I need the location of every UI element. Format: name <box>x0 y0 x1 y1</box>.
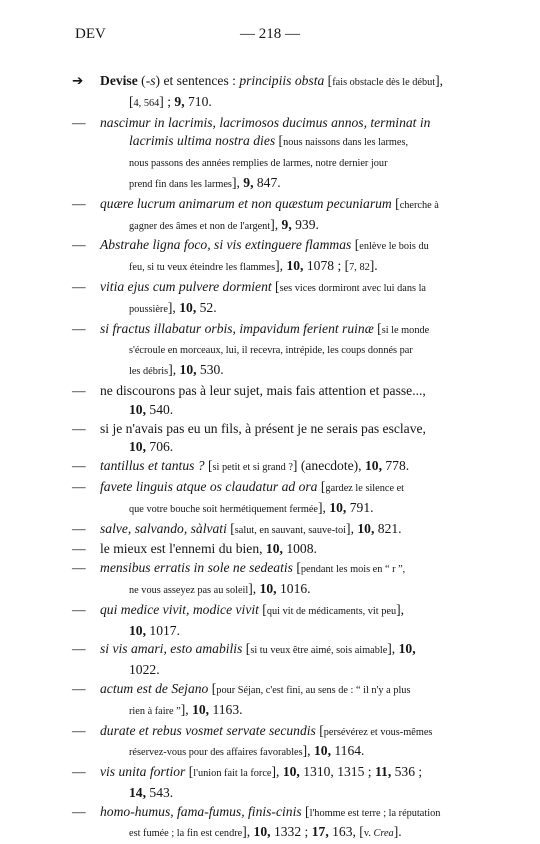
translation-note: v. <box>363 828 374 840</box>
entry-dash: — <box>72 641 86 657</box>
entry-line <box>100 680 486 701</box>
entry-text: 710. <box>184 93 212 109</box>
entry-text: ], <box>270 216 282 232</box>
dictionary-entry <box>72 763 486 803</box>
entry-text: 1163. <box>209 701 243 717</box>
entry-line <box>129 93 486 114</box>
translation-note: qui vit de médicaments, vit peu <box>266 605 397 617</box>
latin-phrase: -s <box>145 73 156 88</box>
entry-text: ], <box>180 701 193 717</box>
volume-reference: 10, <box>313 743 331 759</box>
entry-text: 821. <box>374 520 402 536</box>
entry-text: 1332 ; <box>270 824 312 840</box>
latin-phrase: vitia ejus cum pulvere dormient <box>100 278 272 294</box>
entry-text: [ <box>301 803 310 819</box>
entry-text: 540. <box>146 401 174 417</box>
entry-text: [ <box>129 93 134 109</box>
entry-line <box>129 784 486 803</box>
entry-line <box>129 153 486 174</box>
dictionary-entry <box>72 601 486 641</box>
dictionary-entry <box>72 478 486 520</box>
entry-text: 543. <box>146 784 174 800</box>
translation-note: ses vices dormiront avec lui dans la <box>279 282 426 294</box>
entry-line <box>100 420 486 439</box>
translation-note: pour Séjan, c'est fini, au sens de : “ il n'y a plus <box>216 684 411 696</box>
entry-text: [ <box>258 601 267 617</box>
volume-reference: 17, <box>311 824 329 840</box>
latin-phrase: durate et rebus vosmet servate secundis <box>100 722 316 738</box>
entry-text: [ <box>226 520 235 536</box>
dictionary-entry <box>72 320 486 382</box>
entry-line <box>129 216 486 237</box>
dictionary-entry <box>72 195 486 237</box>
entry-text: [ <box>315 722 324 738</box>
translation-note: pendant les mois en “ r ”, <box>300 564 406 576</box>
running-head: DEV <box>75 26 106 42</box>
entry-text: 163, [ <box>328 824 364 840</box>
cross-reference: Crea <box>373 828 394 840</box>
entry-dash: — <box>72 278 86 294</box>
entry-line <box>100 195 486 216</box>
entry-text: 1022. <box>129 662 160 678</box>
entry-text: ], <box>396 601 405 617</box>
entry-dash: — <box>72 520 86 536</box>
entry-text: si je n'avais pas eu un fils, à présent je ne serais pas esclave, <box>100 420 426 436</box>
dictionary-entry <box>72 114 486 195</box>
volume-reference: 9, <box>281 216 292 232</box>
entry-line <box>129 340 486 361</box>
entry-text: le mieux est l'ennemi du bien, <box>100 541 266 557</box>
volume-reference: 10, <box>253 824 271 840</box>
volume-reference: 10, <box>179 362 197 378</box>
volume-reference: 9, <box>174 93 185 109</box>
dictionary-entry <box>72 803 486 844</box>
entry-dash: — <box>72 601 86 617</box>
latin-phrase: actum est de Sejano <box>100 680 209 696</box>
entry-text: ], <box>346 520 358 536</box>
entry-text: ], <box>435 73 444 88</box>
latin-phrase: nascimur in lacrimis, lacrimosos ducimus annos, terminat in <box>100 114 431 130</box>
entry-text: 778. <box>381 458 410 474</box>
volume-reference: 10, <box>357 520 375 536</box>
latin-phrase: lacrimis ultima nostra dies <box>129 133 276 149</box>
entry-text: 847. <box>253 174 281 190</box>
entry-text: [ <box>275 133 284 149</box>
entry-line <box>100 601 486 622</box>
dictionary-entry <box>72 520 486 541</box>
entry-text: [ <box>351 237 360 253</box>
translation-note: cherche à <box>399 199 439 211</box>
entry-text: ]. <box>393 824 402 840</box>
entry-text: 1078 ; [ <box>303 258 350 274</box>
entry-line <box>100 722 486 743</box>
entry-line <box>100 763 486 784</box>
entry-line <box>129 580 486 601</box>
entry-line <box>129 174 486 195</box>
entry-text: ], <box>167 299 180 315</box>
entry-line <box>129 823 486 844</box>
entry-line <box>100 520 486 541</box>
entry-dash: — <box>72 114 86 130</box>
entry-line <box>129 701 486 722</box>
entry-dash: — <box>72 722 86 738</box>
entry-dash: — <box>72 420 86 436</box>
entry-line <box>100 236 486 257</box>
translation-note: gardez le silence et <box>325 482 405 494</box>
entry-dash: — <box>72 458 86 474</box>
entry-text: ], <box>248 580 260 596</box>
entry-line <box>129 742 486 763</box>
entry-list <box>72 72 486 844</box>
entry-text: ], <box>302 743 314 759</box>
translation-note: les débris <box>129 366 169 378</box>
entry-line <box>100 540 486 559</box>
entry-dash: — <box>72 478 86 494</box>
entry-text: [ <box>185 764 194 780</box>
translation-note: nous passons des années remplies de larmes, notre dernier jour <box>129 158 388 170</box>
entry-text: [ <box>373 320 382 336</box>
translation-note: poussière <box>129 303 168 315</box>
latin-phrase: tantillus et tantus ? <box>100 458 205 474</box>
translation-note: rien à faire ” <box>129 705 181 717</box>
entry-text: [ <box>317 478 326 494</box>
volume-reference: 10, <box>129 401 146 417</box>
latin-phrase: si fractus illabatur orbis, impavidum ferient ruinæ <box>100 320 374 336</box>
latin-phrase: quære lucrum animarum et non quæstum pecuniarum <box>100 195 392 211</box>
dictionary-entry <box>72 382 486 420</box>
entry-line <box>129 661 486 680</box>
volume-reference: 10, <box>259 580 277 596</box>
latin-phrase: Abstrahe ligna foco, si vis extinguere flammas <box>100 237 352 253</box>
translation-note: réservez-vous pour des affaires favorables <box>129 747 303 759</box>
translation-note: gagner des âmes et non de l'argent <box>129 220 271 232</box>
dictionary-entry <box>72 278 486 320</box>
dictionary-entry <box>72 236 486 278</box>
page-number: — 218 — <box>240 26 300 42</box>
entry-text: 530. <box>196 362 224 378</box>
entry-text: 706. <box>146 439 174 455</box>
entry-text: ] (anecdote), <box>292 458 365 474</box>
entry-text: ], <box>318 499 330 515</box>
entry-text: [ <box>204 458 213 474</box>
translation-note: prend fin dans les larmes <box>129 178 232 190</box>
entry-dash: — <box>72 560 86 576</box>
translation-note: si tu veux être aimé, sois aimable <box>250 645 388 657</box>
entry-line <box>129 438 486 457</box>
entry-line <box>100 114 486 133</box>
dictionary-entry <box>72 640 486 680</box>
entry-line <box>129 401 486 420</box>
entry-line <box>100 559 486 580</box>
entry-dash: — <box>72 237 86 253</box>
entry-text: 1017. <box>146 622 180 638</box>
entry-text: [ <box>324 73 333 88</box>
volume-reference: 10, <box>398 641 416 657</box>
volume-reference: 10, <box>179 299 197 315</box>
dictionary-entry <box>72 540 486 559</box>
volume-reference: 9, <box>243 174 254 190</box>
translation-note: s'écroule en morceaux, lui, il recevra, intrépide, les coups donnés par <box>129 345 413 357</box>
headword: Devise <box>100 73 138 88</box>
entry-text: 1164. <box>330 743 365 759</box>
entry-dash: — <box>72 680 86 696</box>
entry-text: ne discourons pas à leur sujet, mais fais attention et passe..., <box>100 382 426 398</box>
translation-note: 7, 82 <box>349 262 370 274</box>
translation-note: si petit et si grand ? <box>212 462 293 474</box>
entry-text: [ <box>391 195 400 211</box>
entry-line <box>100 320 486 341</box>
entry-line <box>129 361 486 382</box>
entry-text: 1008. <box>282 541 317 557</box>
entry-text: [ <box>208 680 217 696</box>
translation-note: 4, 564 <box>133 97 160 109</box>
entry-dash: — <box>72 764 86 780</box>
latin-phrase: principiis obsta <box>239 73 325 88</box>
dictionary-entry <box>72 722 486 764</box>
entry-line <box>129 299 486 320</box>
latin-phrase: si vis amari, esto amabilis <box>100 641 243 657</box>
translation-note: l'union fait la force <box>193 768 272 780</box>
dictionary-entry <box>72 72 486 114</box>
entry-text: 52. <box>196 299 217 315</box>
entry-text: ) et sentences : <box>155 73 240 88</box>
entry-line <box>100 803 486 824</box>
entry-dash: — <box>72 541 86 557</box>
entry-text: ]. <box>369 258 378 274</box>
entry-text: 939. <box>291 216 319 232</box>
entry-dash: — <box>72 803 86 819</box>
translation-note: salut, en sauvant, sauve-toi <box>234 524 347 536</box>
entry-text: [ <box>292 560 301 576</box>
entry-line <box>100 478 486 499</box>
entry-text: ], <box>242 824 254 840</box>
entry-arrow-icon: ➔ <box>72 73 84 88</box>
volume-reference: 10, <box>129 439 146 455</box>
entry-text: ], <box>231 174 244 190</box>
entry-text: 791. <box>346 499 374 515</box>
volume-reference: 10, <box>265 541 283 557</box>
translation-note: l'homme est terre ; la réputation <box>309 807 441 819</box>
entry-dash: — <box>72 320 86 336</box>
entry-line <box>129 257 486 278</box>
entry-line <box>100 457 486 478</box>
entry-line <box>100 640 486 661</box>
latin-phrase: favete linguis atque os claudatur ad ora <box>100 478 318 494</box>
entry-text: ], <box>275 258 287 274</box>
dictionary-entry <box>72 559 486 601</box>
entry-text: 1016. <box>276 580 311 596</box>
latin-phrase: homo-humus, fama-fumus, finis-cinis <box>100 803 302 819</box>
translation-note: nous naissons dans les larmes, <box>283 137 409 149</box>
entry-line <box>100 382 486 401</box>
translation-note: persévérez et vous-mêmes <box>323 726 433 738</box>
entry-text: ( <box>137 73 146 88</box>
entry-text: [ <box>242 641 251 657</box>
entry-text: [ <box>271 278 280 294</box>
volume-reference: 10, <box>282 764 300 780</box>
entry-dash: — <box>72 195 86 211</box>
volume-reference: 10, <box>329 499 347 515</box>
entry-text: ], <box>168 362 180 378</box>
latin-phrase: mensibus erratis in sole ne sedeatis <box>100 560 293 576</box>
entry-text: 1310, 1315 ; <box>299 764 375 780</box>
volume-reference: 10, <box>129 622 146 638</box>
translation-note: ne vous asseyez pas au soleil <box>129 584 249 596</box>
volume-reference: 10, <box>192 701 210 717</box>
entry-line <box>129 132 486 153</box>
entry-dash: — <box>72 382 86 398</box>
translation-note: est fumée ; la fin est cendre <box>129 828 243 840</box>
volume-reference: 10, <box>286 258 304 274</box>
entry-text: ], <box>271 764 283 780</box>
translation-note: fais obstacle dès le début <box>332 77 436 88</box>
entry-text: ], <box>387 641 399 657</box>
entry-line <box>100 278 486 299</box>
entry-line <box>100 72 486 93</box>
latin-phrase: salve, salvando, sàlvati <box>100 520 227 536</box>
entry-text: ] ; <box>159 93 175 109</box>
translation-note: si le monde <box>381 324 430 336</box>
entry-line <box>129 622 486 641</box>
translation-note: que votre bouche soit hermétiquement fermée <box>129 503 318 515</box>
translation-note: enlève le bois du <box>359 241 429 253</box>
latin-phrase: qui medice vivit, modice vivit <box>100 601 259 617</box>
dictionary-entry <box>72 457 486 478</box>
entry-line <box>129 499 486 520</box>
volume-reference: 14, <box>129 784 146 800</box>
dictionary-entry <box>72 420 486 458</box>
translation-note: feu, si tu veux éteindre les flammes <box>129 262 276 274</box>
volume-reference: 11, <box>374 764 392 780</box>
latin-phrase: vis unita fortior <box>100 764 186 780</box>
dictionary-entry <box>72 680 486 722</box>
volume-reference: 10, <box>364 458 382 474</box>
entry-text: 536 ; <box>391 764 423 780</box>
